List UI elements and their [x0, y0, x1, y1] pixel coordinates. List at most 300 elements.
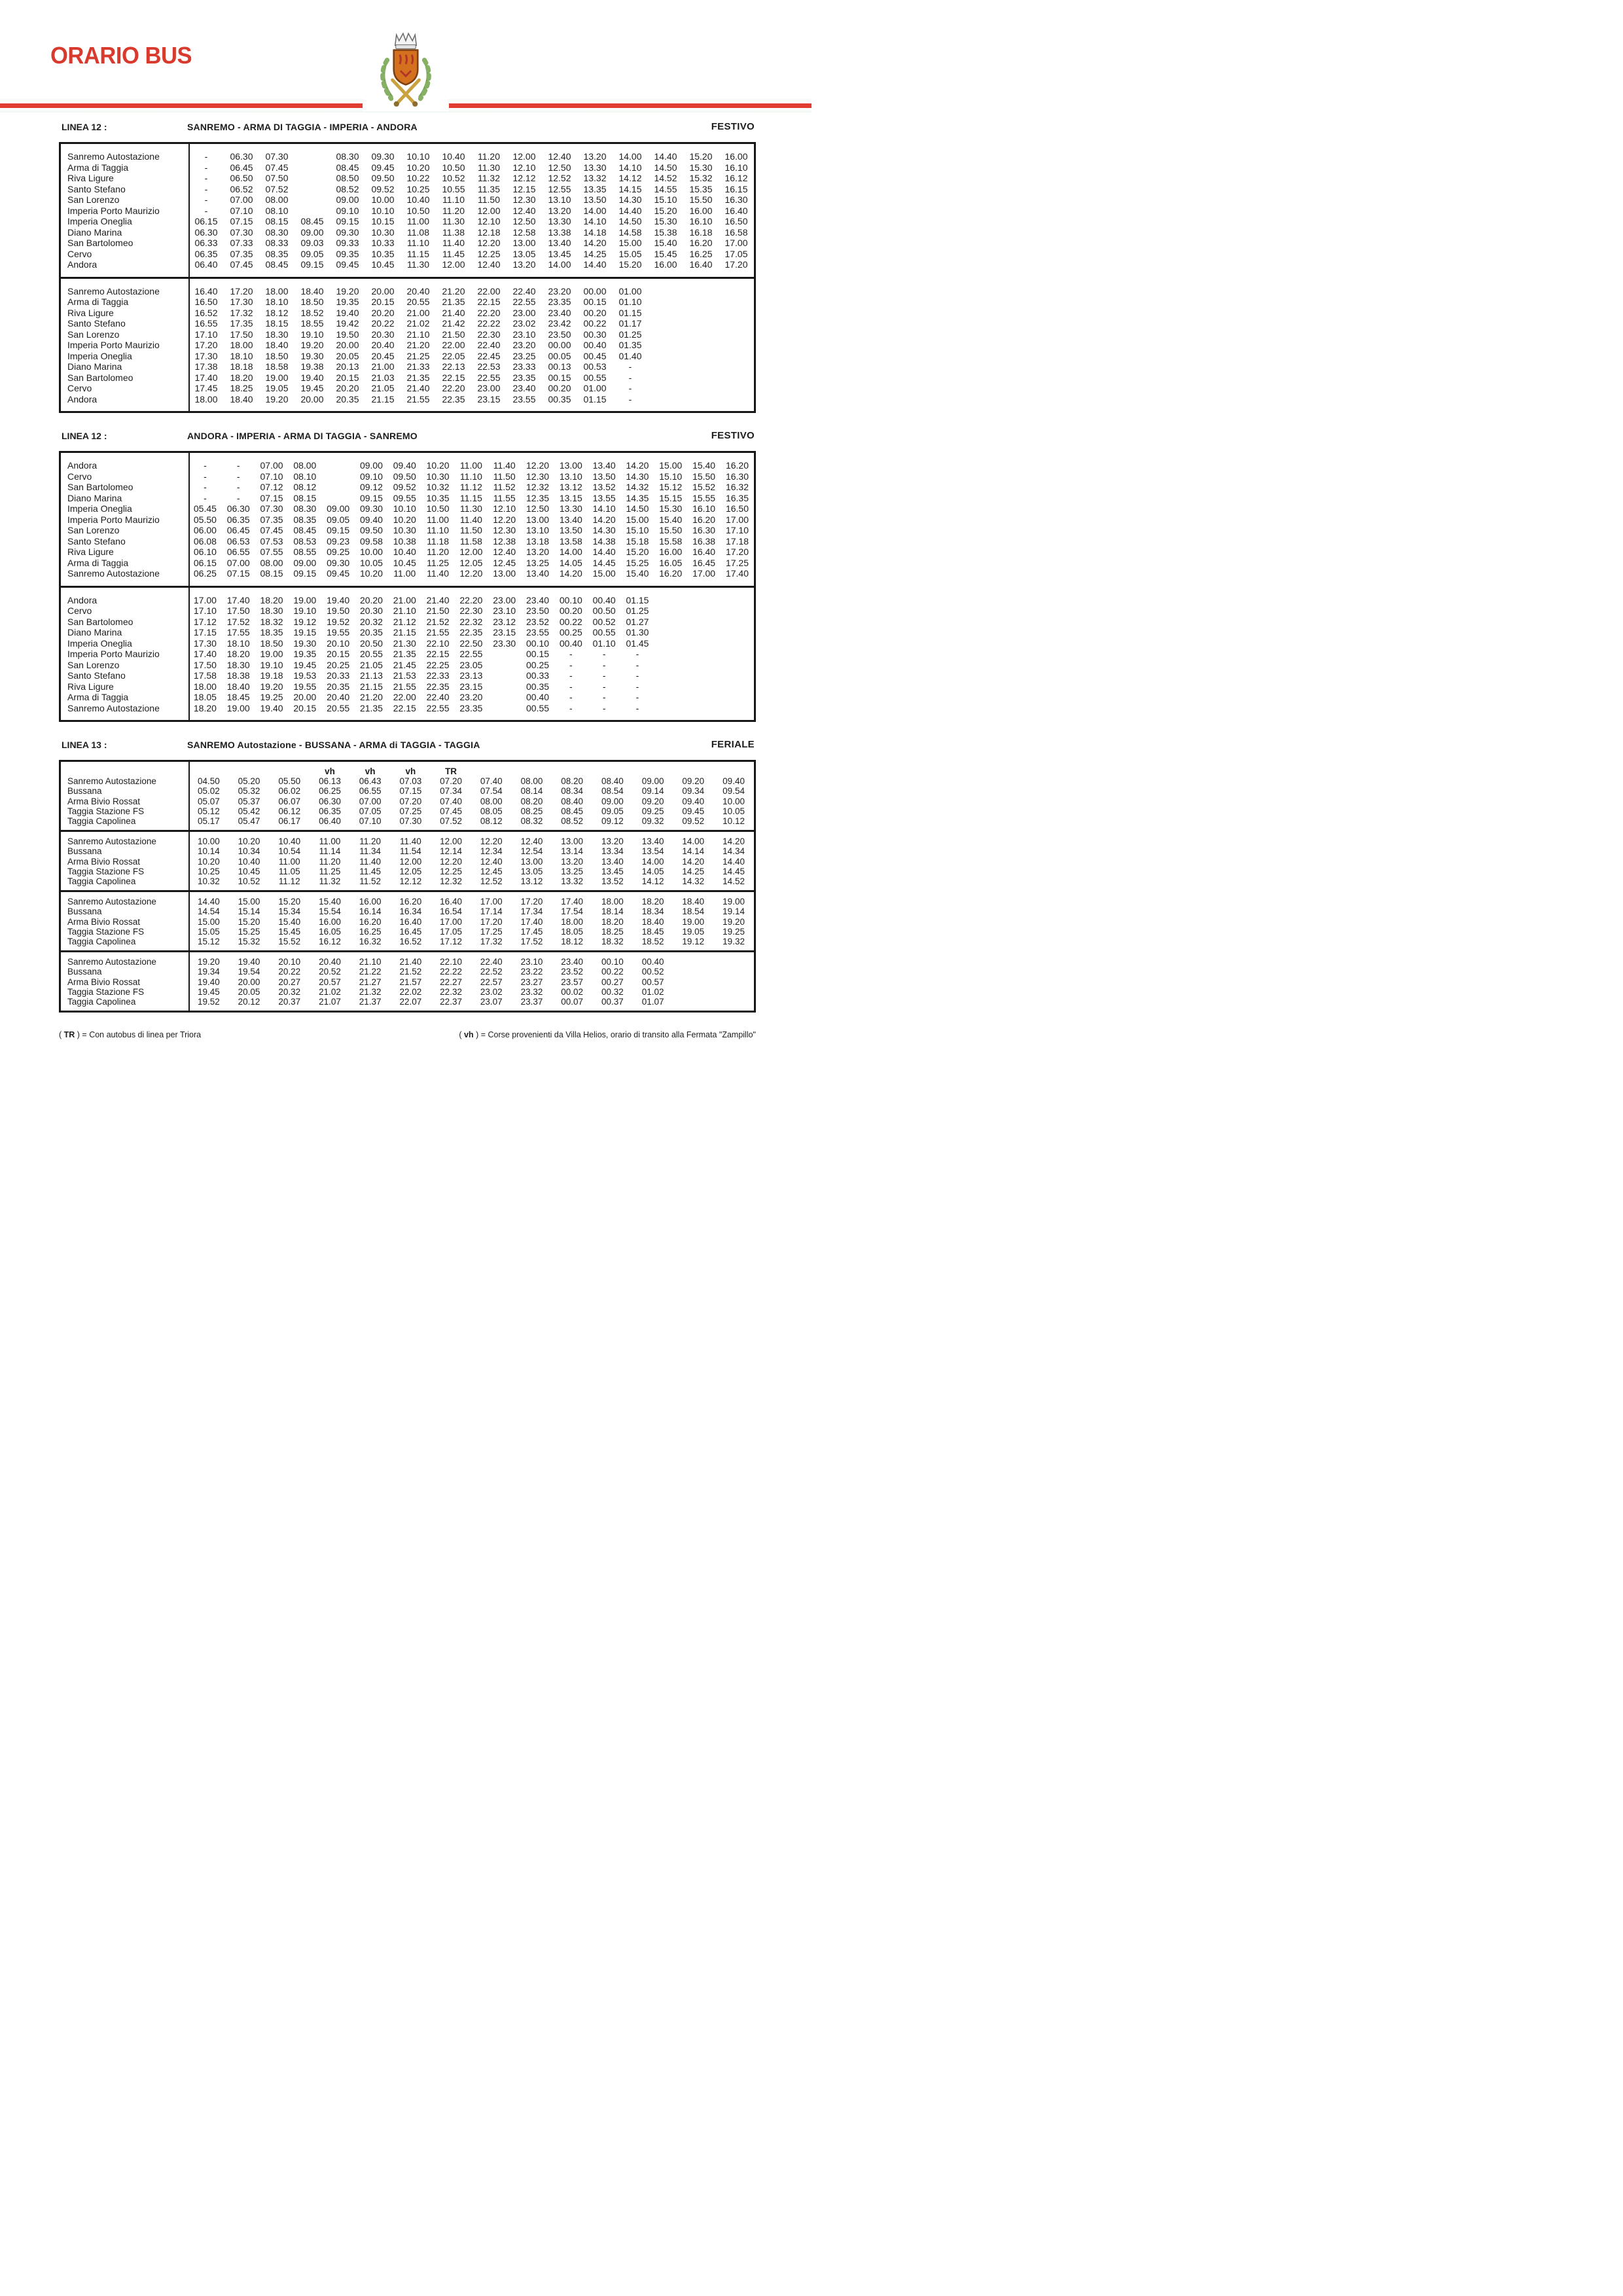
footnote-open: (	[59, 1030, 64, 1040]
time-cell: 13.45	[548, 248, 571, 259]
time-cell	[654, 692, 687, 703]
time-cell: 13.00	[559, 460, 582, 471]
time-cell	[683, 361, 719, 372]
time-cell: 14.32	[682, 876, 705, 887]
flag-cell: vh	[405, 766, 416, 776]
time-cell: 17.58	[193, 670, 217, 681]
time-cell: 22.35	[459, 627, 483, 637]
table-row	[61, 286, 754, 297]
time-cell: 07.12	[260, 482, 283, 492]
time-cell: 00.20	[559, 605, 582, 616]
time-cell: 06.35	[194, 248, 218, 259]
time-cell: 06.35	[226, 514, 250, 525]
time-cell: 09.40	[359, 514, 383, 525]
time-cell: 06.40	[319, 816, 341, 827]
time-cell: 16.14	[359, 906, 382, 917]
time-cell: -	[602, 702, 606, 713]
time-cell: 00.57	[641, 977, 664, 987]
time-cell: 00.25	[526, 659, 550, 670]
time-cell: 10.10	[393, 503, 416, 514]
time-cell: 09.15	[293, 568, 317, 579]
time-cell: 00.52	[592, 616, 616, 627]
time-cell: 13.00	[493, 568, 516, 579]
time-cell: -	[635, 692, 639, 702]
stop-name-cell: Bussana	[67, 906, 102, 917]
time-cell: 12.32	[526, 482, 550, 492]
time-cell: 13.55	[592, 492, 616, 503]
time-cell: 06.15	[193, 557, 217, 568]
time-cell: 16.38	[692, 535, 716, 547]
table-row	[61, 503, 754, 514]
time-cell: 11.10	[427, 525, 450, 535]
time-cell: 21.33	[406, 361, 430, 372]
table-row	[61, 471, 754, 482]
time-cell: 07.15	[230, 216, 253, 226]
time-cell: 14.38	[592, 535, 616, 547]
time-cell: 13.58	[559, 535, 582, 547]
time-cell: 19.45	[300, 383, 324, 393]
time-cell	[719, 351, 754, 362]
time-cell: 12.50	[512, 216, 536, 226]
time-cell: 14.15	[618, 183, 642, 194]
time-cell: 21.05	[359, 659, 383, 670]
time-cell: 23.20	[512, 340, 536, 350]
time-cell: 15.00	[626, 514, 649, 525]
stop-name-cell: Cervo	[67, 383, 92, 393]
stop-name-cell: Imperia Porto Maurizio	[67, 514, 160, 525]
time-cell: 09.15	[300, 259, 324, 270]
time-cell: 07.00	[230, 194, 253, 205]
time-cell: 12.32	[440, 876, 462, 887]
time-cell: 11.52	[359, 876, 382, 887]
timetable-block	[61, 836, 754, 886]
time-cell: 11.40	[459, 514, 482, 525]
time-cell: 00.25	[559, 627, 582, 637]
time-cell: 18.25	[230, 383, 253, 393]
time-cell: 09.55	[393, 492, 416, 503]
time-cell: 14.20	[722, 836, 745, 847]
time-cell: 21.40	[442, 307, 465, 318]
table-row	[61, 816, 754, 826]
time-cell: 10.32	[426, 482, 450, 492]
time-cell: 12.20	[477, 238, 501, 248]
time-cell: 00.40	[583, 340, 607, 350]
time-cell: 11.35	[478, 183, 500, 194]
time-cell: 13.20	[583, 151, 607, 162]
stop-name-cell: Cervo	[67, 605, 92, 616]
time-cell: 22.02	[399, 986, 422, 997]
time-cell: 01.35	[618, 340, 642, 350]
time-cell: 07.45	[440, 806, 462, 816]
time-cell: 19.20	[722, 916, 745, 927]
time-cell: 07.00	[226, 557, 250, 568]
time-cell: 18.05	[193, 692, 217, 702]
time-cell: 16.45	[399, 926, 422, 937]
time-cell: 09.40	[393, 460, 416, 471]
time-cell: 20.15	[327, 649, 350, 659]
time-cell: 15.40	[654, 238, 677, 248]
time-cell: -	[569, 649, 573, 659]
time-cell: 11.20	[359, 836, 382, 847]
time-cell: 06.55	[226, 547, 250, 557]
time-cell: 11.55	[493, 492, 516, 503]
time-cell: 15.50	[692, 471, 716, 482]
time-cell	[654, 670, 687, 681]
time-cell: 05.50	[193, 514, 217, 525]
time-cell: 12.00	[440, 836, 462, 847]
time-cell: 09.50	[371, 173, 395, 183]
table-row	[61, 536, 754, 547]
time-cell: 12.20	[526, 460, 550, 471]
time-cell: 16.58	[724, 226, 748, 238]
time-cell: 22.55	[459, 649, 483, 659]
time-cell: 08.52	[336, 183, 359, 194]
time-cell: 08.45	[293, 525, 317, 535]
time-cell: 22.15	[393, 702, 416, 713]
footnote-tr	[59, 1030, 201, 1039]
time-cell: 08.00	[260, 557, 283, 568]
time-cell: 10.05	[722, 806, 745, 816]
time-cell: 11.14	[319, 846, 341, 857]
time-cell: 19.40	[260, 702, 283, 713]
time-cell: 11.30	[407, 259, 429, 270]
time-cell	[713, 957, 754, 967]
stop-name-cell: Imperia Porto Maurizio	[67, 205, 160, 216]
time-cell: 15.20	[278, 897, 301, 907]
time-cell: 08.55	[293, 547, 317, 557]
time-cell: 15.32	[689, 173, 713, 183]
time-cell: 20.57	[319, 977, 341, 987]
time-cell: 07.45	[265, 162, 289, 173]
time-cell: 00.10	[601, 957, 624, 967]
time-cell: 19.50	[327, 605, 350, 616]
flag-cell: TR	[445, 766, 457, 776]
stop-name-cell: Andora	[67, 460, 98, 471]
time-cell	[687, 670, 721, 681]
time-cell: 00.05	[548, 350, 571, 361]
route-title: ANDORA - IMPERIA - ARMA DI TAGGIA - SANREMO	[187, 431, 418, 441]
time-cell: 00.35	[548, 393, 571, 404]
time-cell: 23.30	[493, 637, 516, 649]
table-row	[61, 957, 754, 967]
time-cell: 20.45	[371, 350, 395, 361]
time-cell: 06.45	[226, 525, 250, 535]
time-cell: 19.40	[197, 977, 220, 987]
time-cell: 14.30	[618, 194, 642, 205]
time-cell: 00.33	[526, 670, 550, 681]
table-row	[61, 977, 754, 987]
table-row	[61, 638, 754, 649]
time-cell: 08.20	[520, 796, 543, 806]
time-cell	[721, 649, 754, 660]
time-cell: 08.10	[265, 205, 289, 216]
time-cell: 11.10	[442, 194, 465, 205]
time-cell: 22.55	[477, 372, 501, 383]
time-cell: 09.12	[359, 482, 383, 492]
timetable-block	[61, 897, 754, 946]
time-cell	[719, 372, 754, 384]
time-cell	[719, 383, 754, 394]
time-cell: 11.00	[278, 856, 300, 867]
time-cell: 21.00	[393, 594, 416, 605]
time-cell: 12.50	[526, 503, 550, 514]
time-cell: 00.15	[583, 296, 607, 307]
time-cell: 22.32	[459, 616, 483, 627]
time-cell: 10.55	[442, 183, 465, 194]
time-cell: 10.40	[278, 836, 301, 847]
table-row	[61, 206, 754, 217]
time-cell: 17.45	[520, 926, 543, 937]
table-row	[61, 383, 754, 394]
block-separator	[61, 950, 754, 952]
time-cell: 14.40	[583, 259, 607, 270]
time-cell: 01.00	[618, 285, 642, 296]
page-title: ORARIO BUS	[50, 42, 192, 69]
time-cell: 22.22	[477, 318, 501, 329]
time-cell	[321, 471, 355, 482]
flag-cell	[673, 766, 713, 776]
time-cell: 12.18	[477, 226, 501, 238]
time-cell: 13.18	[526, 535, 550, 547]
time-cell: 17.45	[194, 383, 218, 393]
time-cell: 16.25	[689, 248, 713, 259]
time-cell: 10.35	[426, 492, 450, 503]
time-cell: 07.15	[260, 492, 283, 503]
time-cell: 16.30	[725, 471, 749, 482]
time-cell	[488, 692, 521, 703]
table-row	[61, 670, 754, 681]
time-cell: 18.00	[194, 393, 218, 404]
time-cell: 19.25	[260, 692, 283, 702]
table-row	[61, 967, 754, 977]
time-cell: 10.25	[406, 183, 430, 194]
time-cell: 15.40	[692, 460, 716, 471]
footnote-vh	[459, 1030, 756, 1039]
column-divider	[188, 144, 190, 411]
time-cell: 06.35	[319, 806, 341, 816]
stop-name-cell: Riva Ligure	[67, 173, 114, 183]
time-cell: 01.15	[583, 393, 607, 404]
time-cell: 15.30	[689, 162, 713, 173]
time-cell: 17.32	[480, 937, 503, 947]
time-cell: 18.20	[193, 702, 217, 713]
time-cell: 13.34	[601, 846, 624, 857]
time-cell: 13.30	[559, 503, 582, 514]
time-cell: 23.40	[526, 594, 550, 605]
time-cell: 19.35	[336, 296, 359, 307]
time-cell: 13.10	[548, 194, 571, 205]
time-cell: 12.34	[480, 846, 503, 857]
time-cell: 08.32	[520, 816, 543, 827]
time-cell: 20.10	[278, 957, 301, 967]
time-cell: 10.20	[359, 568, 383, 579]
time-cell: 23.50	[548, 329, 571, 340]
time-cell: 08.14	[520, 786, 543, 797]
time-cell: 00.40	[592, 594, 616, 605]
footnotes	[59, 1030, 756, 1039]
time-cell: 21.27	[359, 977, 382, 987]
time-cell: 08.20	[561, 776, 584, 787]
stop-name-cell: Diano Marina	[67, 226, 122, 238]
time-cell: 15.15	[659, 492, 683, 503]
time-cell: 19.00	[293, 594, 317, 605]
stop-name-cell: San Bartolomeo	[67, 238, 134, 248]
time-cell: 16.00	[724, 151, 748, 162]
time-cell: 22.05	[442, 350, 465, 361]
time-cell: 12.30	[493, 525, 516, 535]
time-cell: 14.20	[583, 238, 607, 248]
time-cell: 08.35	[265, 248, 289, 259]
time-cell: 18.30	[260, 605, 283, 616]
time-cell	[673, 957, 713, 967]
flag-cell	[269, 766, 310, 776]
time-cell	[648, 340, 683, 351]
time-cell: 18.00	[230, 340, 253, 350]
timetable-block	[61, 595, 754, 714]
time-cell: 06.13	[319, 776, 341, 787]
time-cell: 23.33	[512, 361, 536, 372]
table-row	[61, 595, 754, 606]
time-cell: 10.50	[426, 503, 450, 514]
coat-of-arms-graphic	[372, 29, 439, 109]
time-cell	[648, 361, 683, 372]
footnote-text: ) = Corse provenienti da Villa Helios, orario di transito alla Fermata "Zampillo"	[473, 1030, 756, 1040]
time-cell: 14.52	[722, 876, 745, 887]
table-row	[61, 906, 754, 916]
time-cell: 20.05	[238, 986, 260, 997]
time-cell: 22.53	[477, 361, 501, 372]
time-cell: 09.00	[336, 194, 359, 205]
time-cell: 09.33	[336, 238, 359, 248]
time-cell: 16.52	[399, 937, 422, 947]
time-cell: 21.20	[406, 340, 430, 350]
time-cell: 11.40	[442, 238, 465, 248]
time-cell: 19.10	[293, 605, 317, 616]
time-cell	[321, 493, 355, 504]
stop-name-cell: Imperia Oneglia	[67, 216, 132, 226]
time-cell: 20.05	[336, 350, 359, 361]
time-cell: -	[602, 670, 606, 681]
section-linea12-andora-sanremo	[59, 431, 756, 722]
time-cell: 13.45	[601, 866, 624, 876]
time-cell: 06.45	[230, 162, 253, 173]
stop-name-cell: Diano Marina	[67, 627, 122, 637]
time-cell: 11.20	[478, 151, 500, 162]
time-cell: 13.20	[526, 547, 550, 557]
time-cell: 12.35	[526, 492, 550, 503]
stop-name-cell: Santo Stefano	[67, 535, 126, 547]
time-cell: 19.34	[197, 967, 220, 977]
time-cell: 19.20	[260, 681, 283, 692]
time-cell: 06.30	[194, 226, 218, 238]
time-cell: 07.45	[230, 259, 253, 270]
time-cell: 12.30	[526, 471, 550, 482]
stop-name-cell: Taggia Stazione FS	[67, 866, 145, 876]
time-cell: 13.32	[583, 173, 607, 183]
block-separator	[61, 890, 754, 892]
time-cell: 21.10	[359, 957, 382, 967]
time-cell: 19.15	[293, 627, 317, 637]
stop-name-cell: Bussana	[67, 786, 102, 797]
time-cell	[683, 318, 719, 329]
time-cell	[721, 605, 754, 617]
time-cell: 13.00	[526, 514, 550, 525]
time-cell: 15.00	[618, 238, 642, 248]
time-cell: 14.12	[641, 876, 664, 887]
time-cell: 12.00	[459, 547, 483, 557]
stop-name-cell: Taggia Capolinea	[67, 816, 136, 827]
time-cell: 15.12	[197, 937, 220, 947]
time-cell: 12.25	[477, 248, 501, 259]
time-cell: 08.33	[265, 238, 289, 248]
time-cell: 07.40	[480, 776, 503, 787]
time-cell: 13.20	[601, 836, 624, 847]
time-cell	[673, 967, 713, 977]
time-cell	[488, 649, 521, 660]
time-cell: 22.20	[477, 307, 501, 318]
time-cell: 08.12	[293, 482, 317, 492]
time-cell: 19.14	[722, 906, 745, 917]
time-cell: 01.07	[641, 997, 664, 1007]
time-cell: 08.50	[336, 173, 359, 183]
time-cell: 10.15	[371, 216, 395, 226]
time-cell: 06.43	[359, 776, 382, 787]
time-cell: 14.00	[682, 836, 705, 847]
time-cell: 19.00	[260, 649, 283, 659]
time-cell: 13.25	[526, 557, 550, 568]
time-cell: 18.10	[226, 637, 250, 649]
time-cell: 23.02	[480, 986, 503, 997]
stop-name-cell	[61, 766, 188, 776]
time-cell: 20.20	[371, 307, 395, 318]
time-cell: 13.54	[641, 846, 664, 857]
time-cell	[683, 308, 719, 319]
table-row	[61, 857, 754, 867]
time-cell: 22.30	[477, 329, 501, 340]
time-cell	[294, 162, 330, 173]
time-cell: 21.40	[399, 957, 422, 967]
time-cell: 23.42	[548, 318, 571, 329]
time-cell: 15.18	[626, 535, 649, 547]
time-cell: 06.17	[278, 816, 301, 827]
time-cell	[673, 987, 713, 997]
time-cell: 07.30	[230, 226, 253, 238]
time-cell: 18.40	[300, 285, 324, 296]
time-cell: 11.54	[399, 846, 421, 857]
time-cell: 07.52	[265, 183, 289, 194]
time-cell: 09.15	[359, 492, 383, 503]
time-cell: 11.58	[459, 535, 482, 547]
time-cell: 15.30	[659, 503, 683, 514]
time-cell: 11.32	[478, 173, 500, 183]
stop-name-cell: Andora	[67, 259, 98, 270]
flag-cell	[633, 766, 673, 776]
time-cell: 16.34	[399, 906, 422, 917]
time-cell: 06.02	[278, 786, 301, 797]
time-cell: -	[635, 670, 639, 681]
time-cell: 18.12	[265, 307, 289, 318]
time-cell: 15.30	[654, 216, 677, 226]
time-cell: 17.40	[561, 897, 584, 907]
time-cell: 23.52	[561, 967, 584, 977]
time-cell: 23.35	[512, 372, 536, 383]
time-cell	[721, 660, 754, 671]
time-cell: 11.40	[427, 568, 450, 579]
time-cell: 17.54	[561, 906, 584, 917]
time-cell: 17.20	[230, 285, 253, 296]
time-cell: 17.10	[725, 525, 749, 535]
time-cell: 15.52	[692, 482, 716, 492]
